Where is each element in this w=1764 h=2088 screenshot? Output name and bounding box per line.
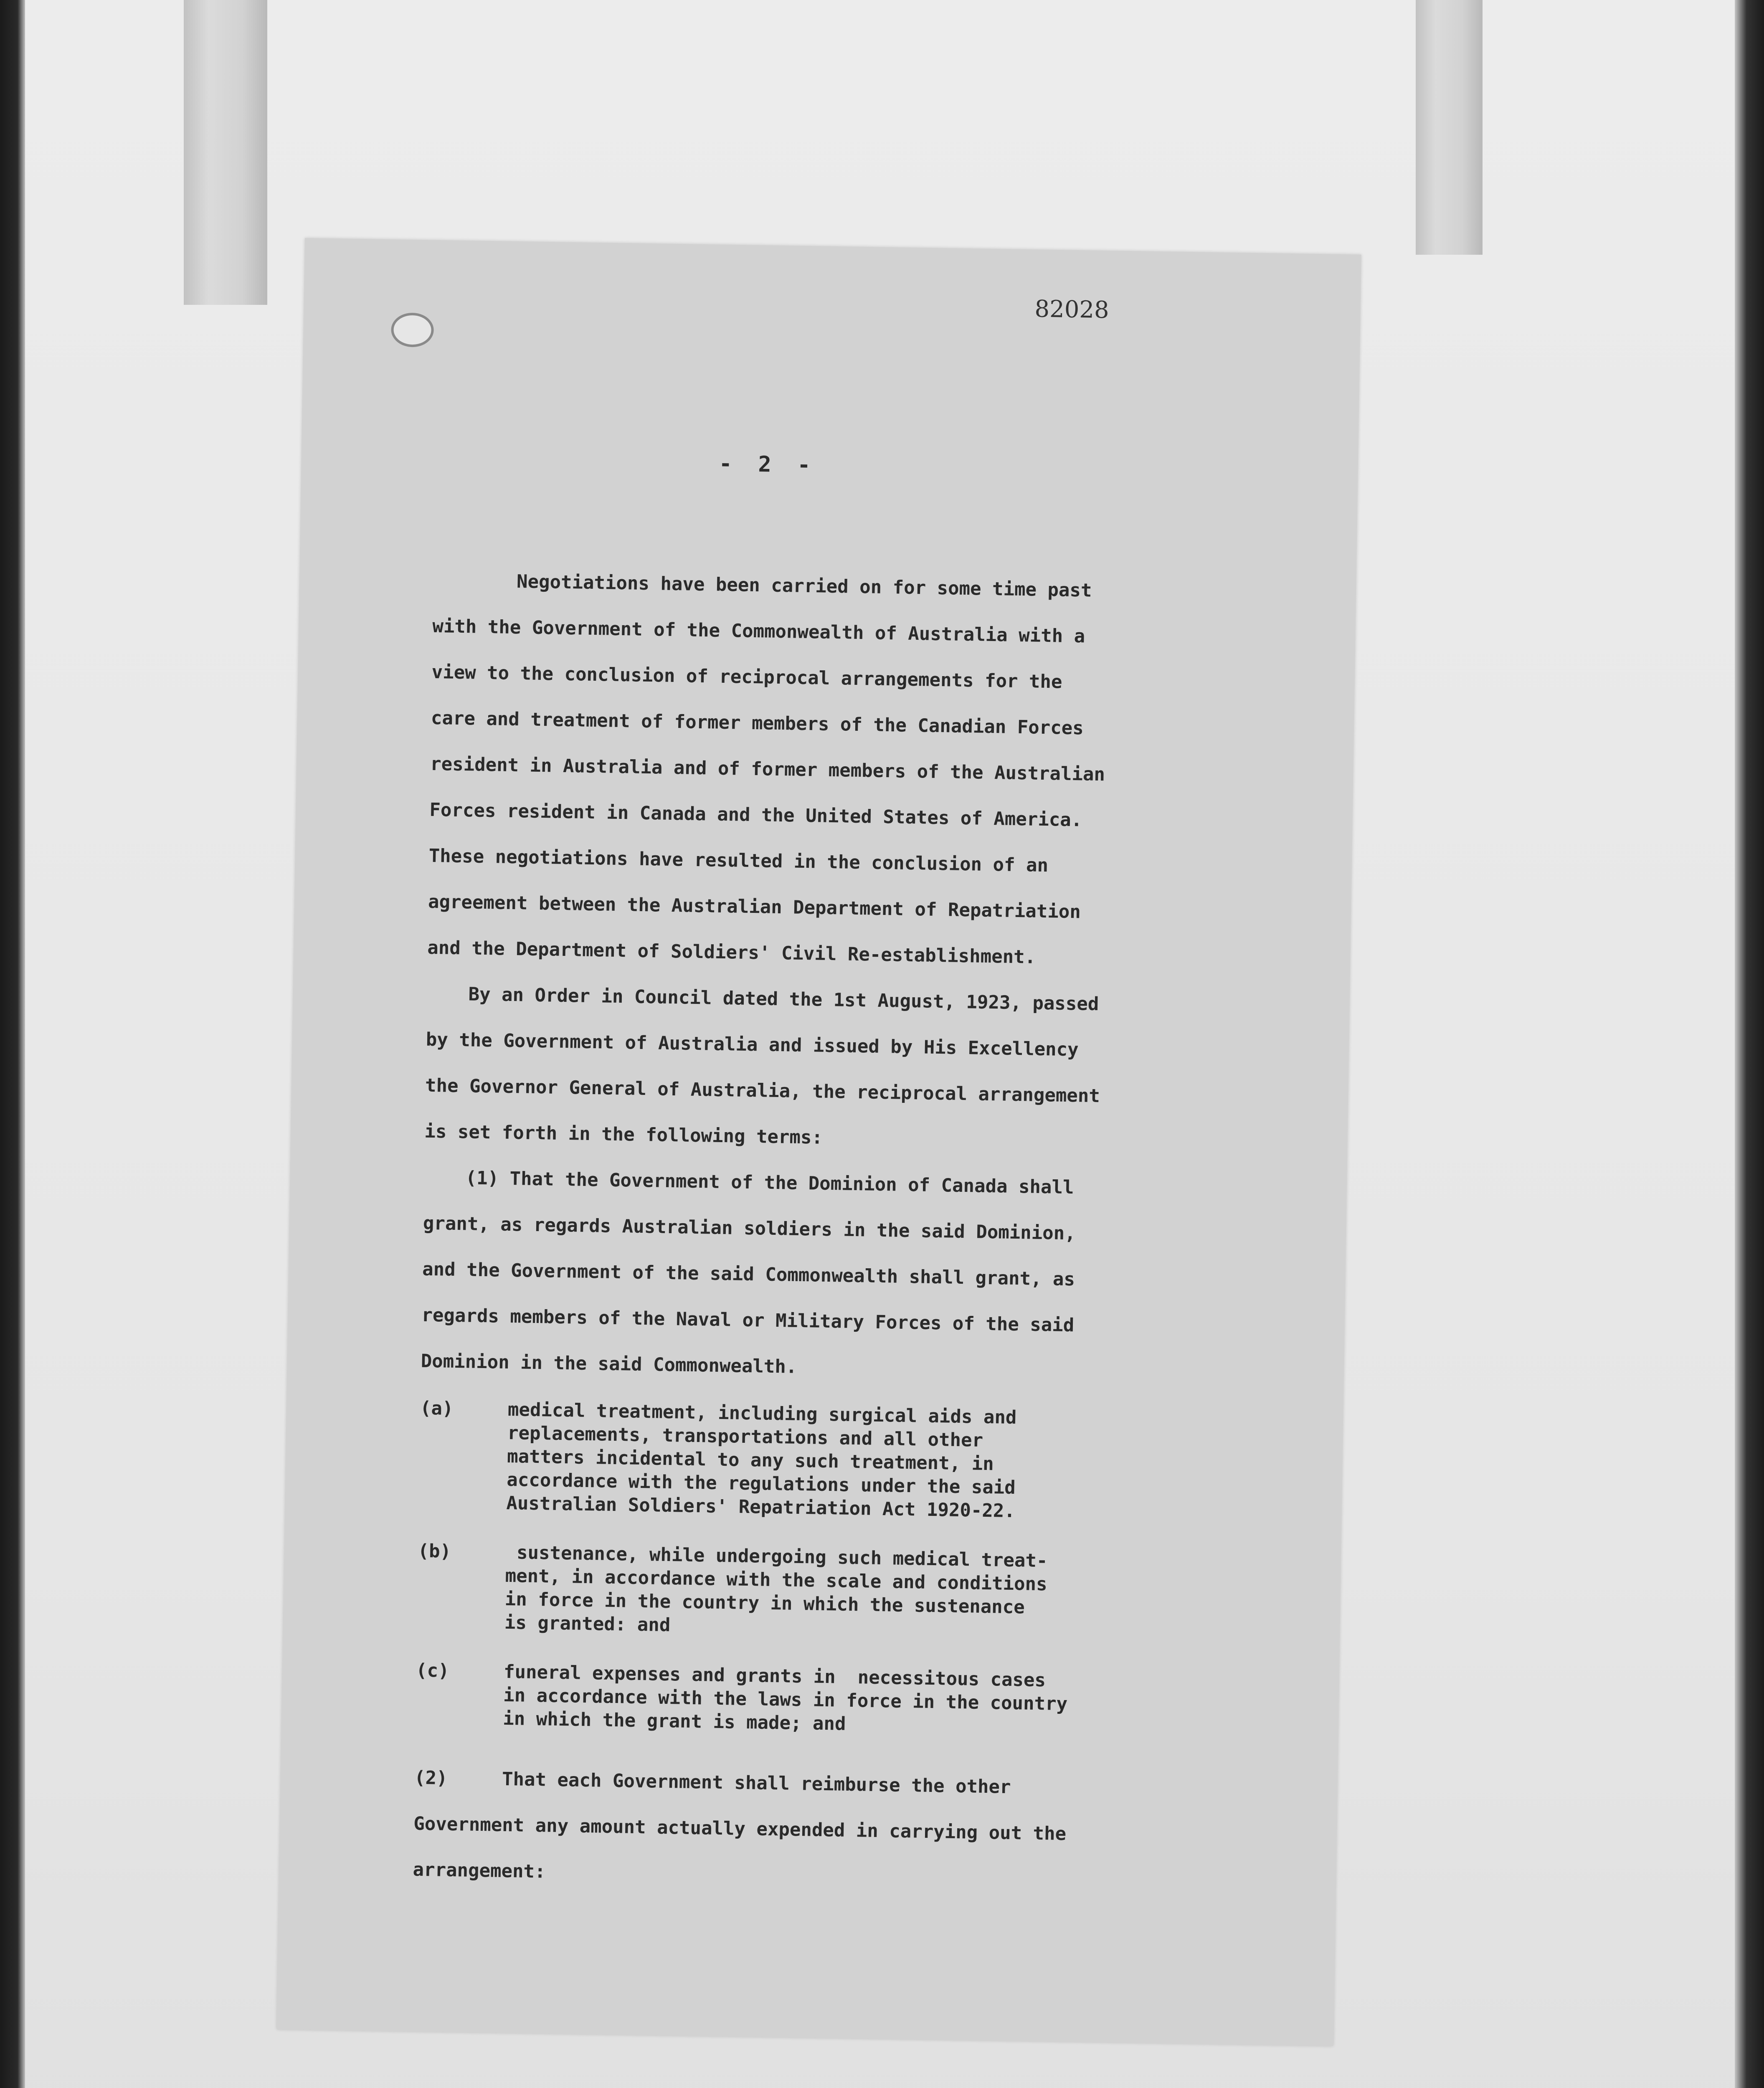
text-line: grant, as regards Australian soldiers in the said Dominion, — [423, 1212, 1076, 1244]
text-line: Dominion in the said Commonwealth. — [421, 1350, 797, 1378]
text-line: resident in Australia and of former members of the Australian — [430, 753, 1105, 786]
text-line: accordance with the regulations under the said — [506, 1469, 1016, 1499]
text-line: care and treatment of former members of the Canadian Forces — [431, 707, 1084, 739]
text-line: and the Government of the said Commonwealth shall grant, as — [422, 1258, 1075, 1290]
film-edge-left — [0, 0, 25, 2088]
clause-1 — [421, 1155, 1334, 1399]
list-item-body — [503, 1660, 1326, 1743]
list-item-b — [417, 1540, 1328, 1647]
text-line: in which the grant is made; and — [502, 1708, 846, 1735]
page-number: - 2 - — [719, 451, 811, 478]
text-line: That each Government shall reimburse the other — [502, 1768, 1011, 1798]
text-line: medical treatment, including surgical aids and — [507, 1399, 1017, 1429]
list-item-marker: (c) — [416, 1660, 450, 1682]
list-item-marker: (2) — [414, 1767, 448, 1789]
text-line: Government any amount actually expended in carrying out the — [413, 1813, 1067, 1845]
list-item-marker: (b) — [418, 1540, 451, 1562]
text-line: funeral expenses and grants in necessitous cases — [503, 1661, 1046, 1691]
list-item-marker: (a) — [420, 1397, 454, 1419]
text-line: arrangement: — [413, 1859, 546, 1883]
text-line: is set forth in the following terms: — [424, 1120, 823, 1148]
document-number: 82028 — [1034, 295, 1110, 324]
list-item-a — [418, 1397, 1331, 1528]
text-line: by the Government of Australia and issued by His Excellency — [426, 1029, 1079, 1061]
text-line: view to the conclusion of reciprocal arrangements for the — [431, 661, 1062, 693]
text-line: regards members of the Naval or Military Forces of the said — [421, 1304, 1075, 1336]
paragraph-order-in-council — [424, 971, 1338, 1169]
document-page — [277, 238, 1361, 2046]
text-line: sustenance, while undergoing such medical treat- — [505, 1541, 1048, 1572]
text-line: (1) That the Government of the Dominion of Canada shall — [465, 1167, 1074, 1199]
text-line: in force in the country in which the sustenance — [504, 1588, 1025, 1618]
document-body — [413, 557, 1344, 1907]
text-line: is granted: and — [504, 1612, 671, 1636]
text-line: and the Department of Soldiers' Civil Re-establishment. — [427, 937, 1036, 968]
list-item-c — [415, 1659, 1326, 1743]
list-item-body — [506, 1398, 1331, 1528]
text-line: in accordance with the laws in force in the country — [503, 1684, 1068, 1715]
text-line: ment, in accordance with the scale and conditions — [505, 1565, 1048, 1595]
punch-hole — [391, 312, 434, 347]
text-line: the Governor General of Australia, the reciprocal arrangement — [425, 1074, 1100, 1107]
text-line: Forces resident in Canada and the United States of America. — [429, 799, 1082, 831]
film-edge-right — [1735, 0, 1764, 2088]
text-line: agreement between the Australian Department of Repatriation — [428, 891, 1081, 923]
tape-strip-top-left — [184, 0, 267, 305]
text-line: By an Order in Council dated the 1st August, 1923, passed — [468, 983, 1099, 1015]
tape-strip-top-right — [1416, 0, 1483, 255]
text-line: These negotiations have resulted in the conclusion of an — [428, 845, 1049, 877]
text-line: Negotiations have been carried on for some time past — [516, 571, 1092, 601]
clause-2 — [413, 1755, 1325, 1907]
text-line: Australian Soldiers' Repatriation Act 1920-22. — [506, 1492, 1016, 1522]
text-line: with the Government of the Commonwealth of Australia with a — [432, 615, 1085, 647]
text-line: replacements, transportations and all other — [507, 1422, 983, 1451]
paragraph-negotiations — [427, 557, 1343, 985]
text-line: matters incidental to any such treatment, in — [507, 1445, 994, 1475]
list-item-body — [504, 1541, 1328, 1647]
